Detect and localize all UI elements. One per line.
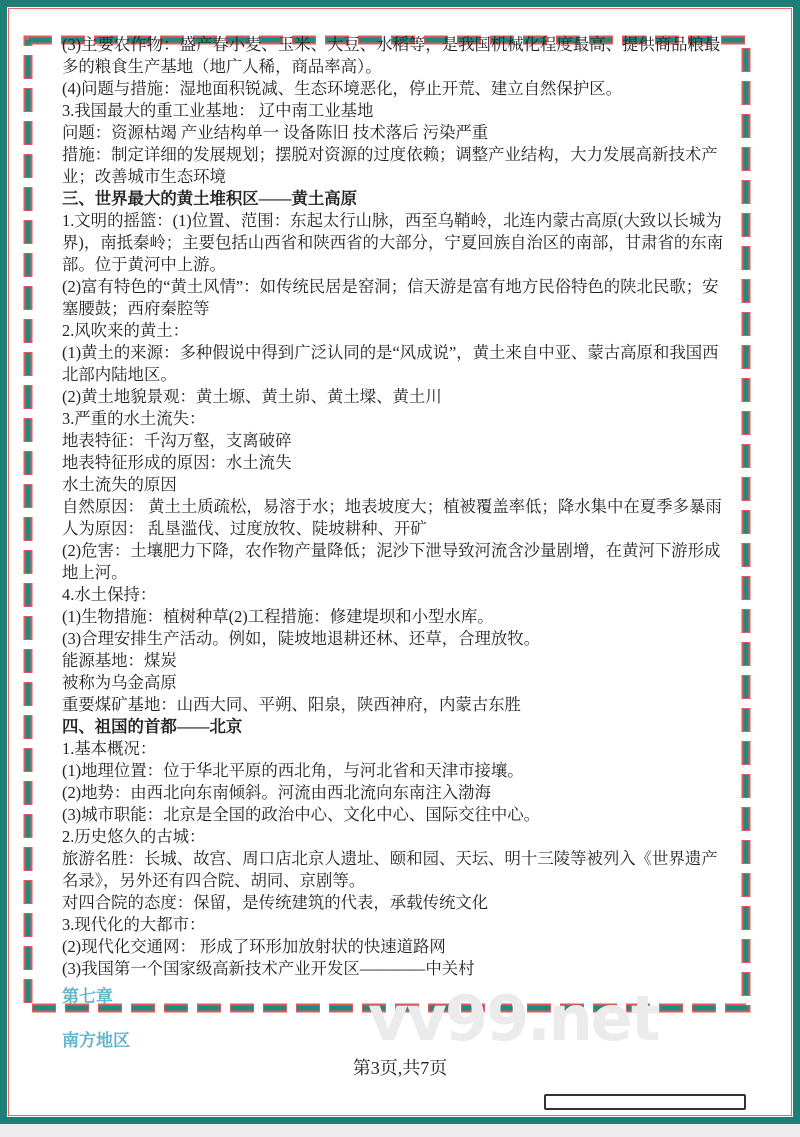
text-line: (2)黄土地貌景观：黄土塬、黄土峁、黄土墚、黄土川 [62,387,442,406]
text-line: 问题：资源枯竭 产业结构单一 设备陈旧 技术落后 污染严重 [62,123,489,142]
text-line: 地表特征：千沟万壑，支离破碎 [62,431,292,450]
text-line: 业；改善城市生态环境 [62,167,226,186]
text-line: 水土流失的原因 [62,475,177,494]
horizontal-scrollbar[interactable] [544,1094,746,1110]
text-line: (3)我国第一个国家级高新技术产业开发区————中关村 [62,959,475,978]
section-heading: 四、祖国的首都——北京 [62,717,243,736]
text-line: (2)危害：土壤肥力下降，农作物产量降低；泥沙下泄导致河流含沙量剧增，在黄河下游形成 [62,541,721,560]
text-line: (1)地理位置：位于华北平原的西北角，与河北省和天津市接壤。 [62,761,524,780]
text-line: 旅游名胜：长城、故宫、周口店北京人遗址、颐和园、天坛、明十三陵等被列入《世界遗产 [62,849,718,868]
text-line: 多的粮食生产基地（地广人稀，商品率高）。 [62,57,382,76]
text-line: 地表特征形成的原因：水土流失 [62,453,292,472]
text-line: 北部内陆地区。 [62,365,177,384]
text-line: (2)地势：由西北向东南倾斜。河流由西北流向东南注入渤海 [62,783,491,802]
text-line: 能源基地：煤炭 [62,651,177,670]
text-line: 自然原因： 黄土土质疏松，易溶于水；地表坡度大；植被覆盖率低；降水集中在夏季多暴雨 [62,497,722,516]
text-line: 1.文明的摇篮：(1)位置、范围：东起太行山脉，西至乌鞘岭，北连内蒙古高原(大致以长城为 [62,211,722,230]
text-line: (3)城市职能：北京是全国的政治中心、文化中心、国际交往中心。 [62,805,541,824]
text-line: (1)黄土的来源：多种假说中得到广泛认同的是“风成说”，黄土来自中亚、蒙古高原和我国西 [62,343,719,362]
region-heading: 南方地区 [62,1031,130,1051]
text-line: (4)问题与措施：湿地面积锐减、生态环境恶化，停止开荒、建立自然保护区。 [62,79,623,98]
text-line: 对四合院的态度：保留，是传统建筑的代表，承载传统文化 [62,893,489,912]
watermark: vv99.net [368,982,659,1055]
chapter-heading: 第七章 [62,987,113,1007]
text-line: 措施：制定详细的发展规划；摆脱对资源的过度依赖；调整产业结构，大力发展高新技术产 [62,145,718,164]
text-line: 4.水土保持： [62,585,157,604]
text-line: (3)主要农作物：盛产春小麦、玉米、大豆、水稻等，是我国机械化程度最高、提供商品粮最 [62,35,721,54]
page-number: 第3页,共7页 [352,1058,448,1078]
text-line: 3.严重的水土流失： [62,409,206,428]
text-line: 3.我国最大的重工业基地： 辽中南工业基地 [62,101,374,120]
text-line: 塞腰鼓；西府秦腔等 [62,299,210,318]
text-line: 人为原因： 乱垦滥伐、过度放牧、陡坡耕种、开矿 [62,519,427,538]
text-line: 2.风吹来的黄土： [62,321,190,340]
text-line: (1)生物措施：植树种草(2)工程措施：修建堤坝和小型水库。 [62,607,494,626]
section-heading: 三、世界最大的黄土堆积区——黄土高原 [62,189,358,208]
text-line: (3)合理安排生产活动。例如，陡坡地退耕还林、还草，合理放牧。 [62,629,541,648]
text-line: 2.历史悠久的古城： [62,827,206,846]
text-line: 地上河。 [62,563,128,582]
text-line: (2)富有特色的“黄土风情”：如传统民居是窑洞；信天游是富有地方民俗特色的陕北民歌；安 [62,277,719,296]
document-body [62,34,762,980]
text-line: 部。位于黄河中上游。 [62,255,226,274]
text-line: 被称为乌金高原 [62,673,177,692]
text-line: (2)现代化交通网： 形成了环形加放射状的快速道路网 [62,937,446,956]
text-line: 1.基本概况： [62,739,157,758]
text-line: 界)，南抵秦岭；主要包括山西省和陕西省的大部分，宁夏回族自治区的南部，甘肃省的东南 [62,233,724,252]
text-line: 3.现代化的大都市： [62,915,206,934]
text-line: 重要煤矿基地：山西大同、平朔、阳泉，陕西神府，内蒙古东胜 [62,695,521,714]
text-line: 名录》，另外还有四合院、胡同、京剧等。 [62,871,366,890]
